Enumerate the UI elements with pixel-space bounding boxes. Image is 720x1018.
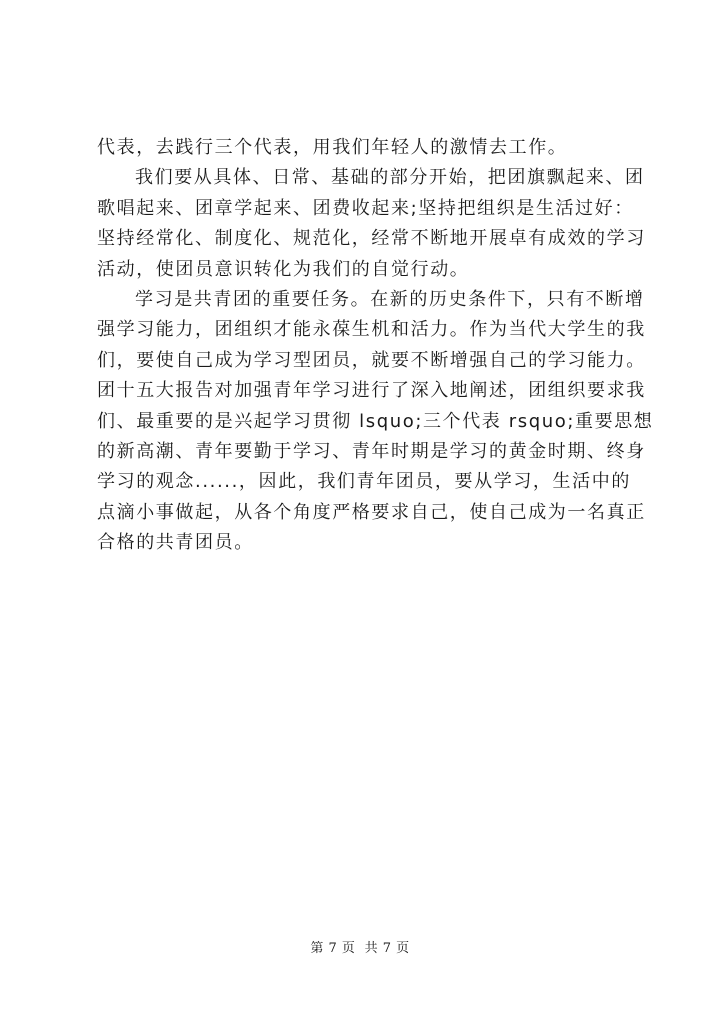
text-line: 点滴小事做起，从各个角度严格要求自己，使自己成为一名真正 <box>97 501 646 523</box>
text-line: 团十五大报告对加强青年学习进行了深入地阐述，团组织要求我 <box>97 380 646 402</box>
page-footer <box>0 937 720 956</box>
text-line: 学习的观念......，因此，我们青年团员，要从学习，生活中的 <box>97 471 631 493</box>
text-line: 的新高潮、青年要勤于学习、青年时期是学习的黄金时期、终身 <box>97 440 646 462</box>
text-line: 歌唱起来、团章学起来、团费收起来;坚持把组织是生活过好： <box>97 197 634 219</box>
paragraph <box>97 133 657 163</box>
text-line: 学习是共青团的重要任务。在新的历史条件下，只有不断增 <box>135 288 645 310</box>
text-line: 我们要从具体、日常、基础的部分开始，把团旗飘起来、团 <box>135 167 645 189</box>
text-line: 们，要使自己成为学习型团员，就要不断增强自己的学习能力。 <box>97 349 646 371</box>
text-line: 坚持经常化、制度化、规范化，经常不断地开展卓有成效的学习 <box>97 228 646 250</box>
text-line: 合格的共青团员。 <box>97 532 254 554</box>
text-line: 活动，使团员意识转化为我们的自觉行动。 <box>97 258 470 280</box>
document-body <box>97 133 657 558</box>
text-line: 代表，去践行三个代表，用我们年轻人的激情去工作。 <box>97 137 568 158</box>
paragraph <box>97 163 657 285</box>
text-line: 强学习能力，团组织才能永葆生机和活力。作为当代大学生的我 <box>97 319 646 341</box>
paragraph <box>97 285 657 559</box>
page-number-label: 第 7 页 共 7 页 <box>310 941 410 956</box>
text-line: 们、最重要的是兴起学习贯彻 lsquo;三个代表 rsquo;重要思想 <box>97 410 654 432</box>
